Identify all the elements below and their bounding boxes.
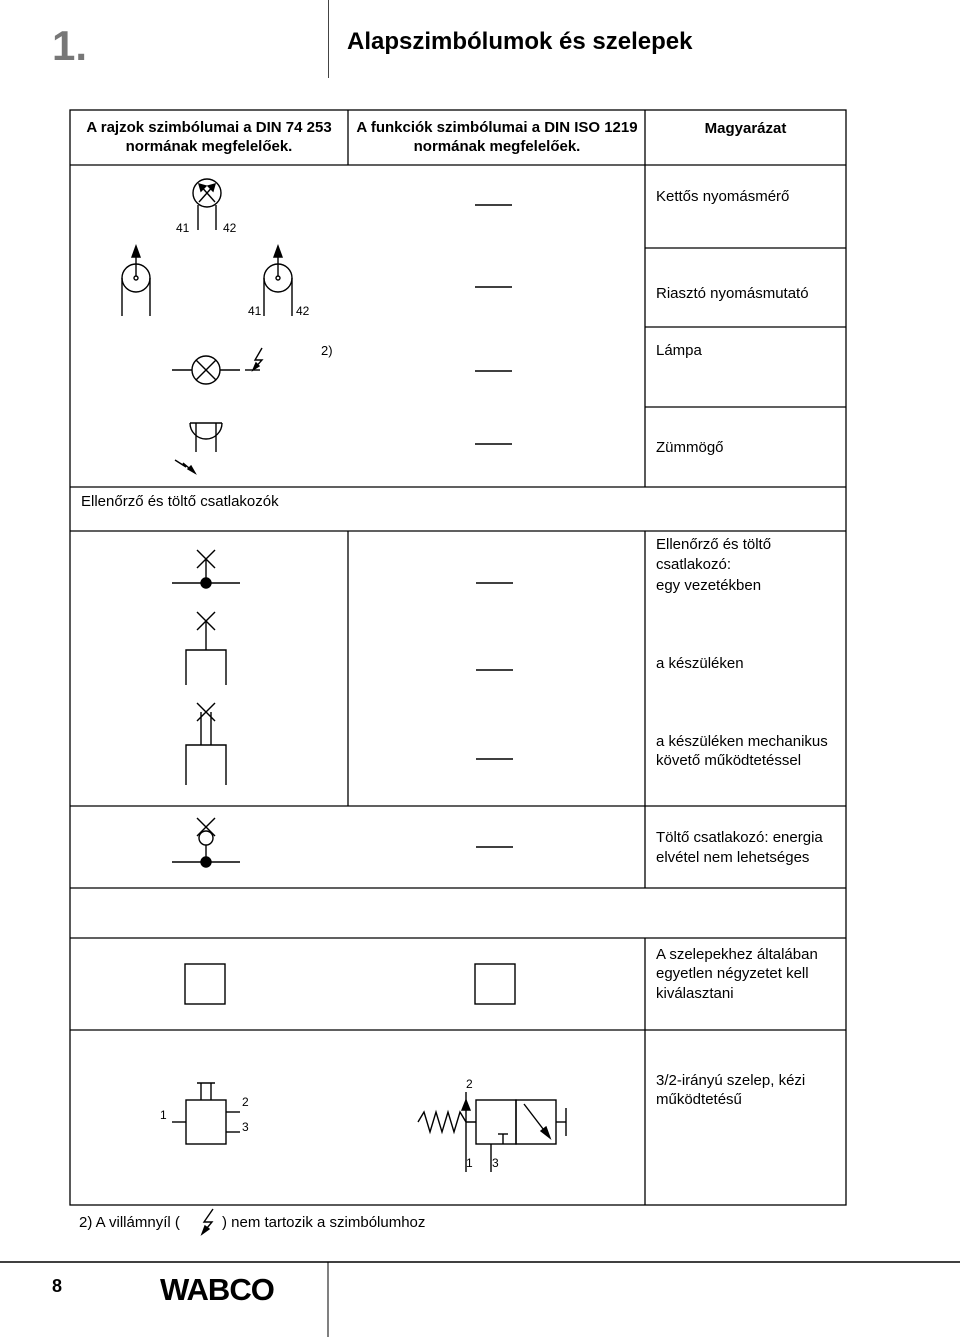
wabco-logo: WABCO	[160, 1272, 274, 1307]
desc-charge-1: Töltő csatlakozó: energia	[656, 829, 823, 846]
desc-lamp: Lámpa	[656, 342, 702, 359]
lamp-icon	[172, 348, 262, 384]
desc-connector-mech-1: a készüléken mechanikus	[656, 733, 828, 750]
test-connector-inline-icon	[172, 550, 240, 588]
port-label: 1	[160, 1108, 167, 1122]
section-title: Ellenőrző és töltő csatlakozók	[81, 493, 279, 510]
desc-double-gauge: Kettős nyomásmérő	[656, 188, 790, 205]
desc-valve-32-2: működtetésű	[656, 1091, 742, 1108]
col-header-explanation: Magyarázat	[704, 120, 787, 137]
port-label: 42	[223, 221, 237, 235]
chapter-number: 1.	[52, 22, 88, 69]
desc-connector-inline-3: egy vezetékben	[656, 577, 762, 594]
desc-valve-square-1: A szelepekhez általában	[656, 946, 818, 963]
footnote-ref: 2)	[321, 343, 333, 358]
port-label: 41	[248, 304, 262, 318]
test-connector-mechanical-icon	[186, 703, 226, 785]
port-label: 1	[466, 1156, 473, 1170]
desc-connector-device: a készüléken	[656, 655, 744, 672]
desc-connector-inline-2: csatlakozó:	[656, 556, 732, 573]
footnote-suffix: ) nem tartozik a szimbólumhoz	[222, 1214, 426, 1231]
col-header-din: A rajzok szimbólumai a DIN 74 253 normának megfelelőek.	[86, 119, 332, 155]
valve-square-iso-icon	[475, 964, 515, 1004]
col-header-iso: A funkciók szimbólumai a DIN ISO 1219 normának megfelelőek.	[356, 119, 638, 155]
desc-valve-32-1: 3/2-irányú szelep, kézi	[656, 1072, 806, 1089]
desc-valve-square-3: kiválasztani	[656, 985, 734, 1002]
desc-charge-2: elvétel nem lehetséges	[656, 849, 810, 866]
desc-connector-inline-1: Ellenőrző és töltő	[656, 536, 772, 553]
port-label: 2	[466, 1077, 473, 1091]
page-title: Alapszimbólumok és szelepek	[347, 28, 693, 55]
page-number: 8	[52, 1276, 63, 1296]
valve-3-2-din-icon	[172, 1083, 240, 1144]
desc-valve-square-2: egyetlen négyzetet kell	[656, 965, 809, 982]
test-connector-device-icon	[186, 612, 226, 685]
warning-pressure-indicator-icon	[122, 246, 292, 316]
port-label: 3	[492, 1156, 499, 1170]
port-label: 3	[242, 1120, 249, 1134]
desc-connector-mech-2: követő működtetéssel	[656, 752, 802, 769]
lightning-arrow-icon	[202, 1209, 213, 1234]
double-pressure-gauge-icon	[193, 179, 221, 230]
port-label: 2	[242, 1095, 249, 1109]
desc-buzzer: Zümmögő	[656, 439, 724, 456]
port-label: 41	[176, 221, 190, 235]
port-label: 42	[296, 304, 310, 318]
buzzer-icon	[175, 423, 222, 473]
footnote-prefix: 2) A villámnyíl (	[79, 1214, 180, 1231]
valve-square-din-icon	[185, 964, 225, 1004]
charge-connector-icon	[172, 818, 240, 867]
desc-warning-indicator: Riasztó nyomásmutató	[656, 285, 809, 302]
